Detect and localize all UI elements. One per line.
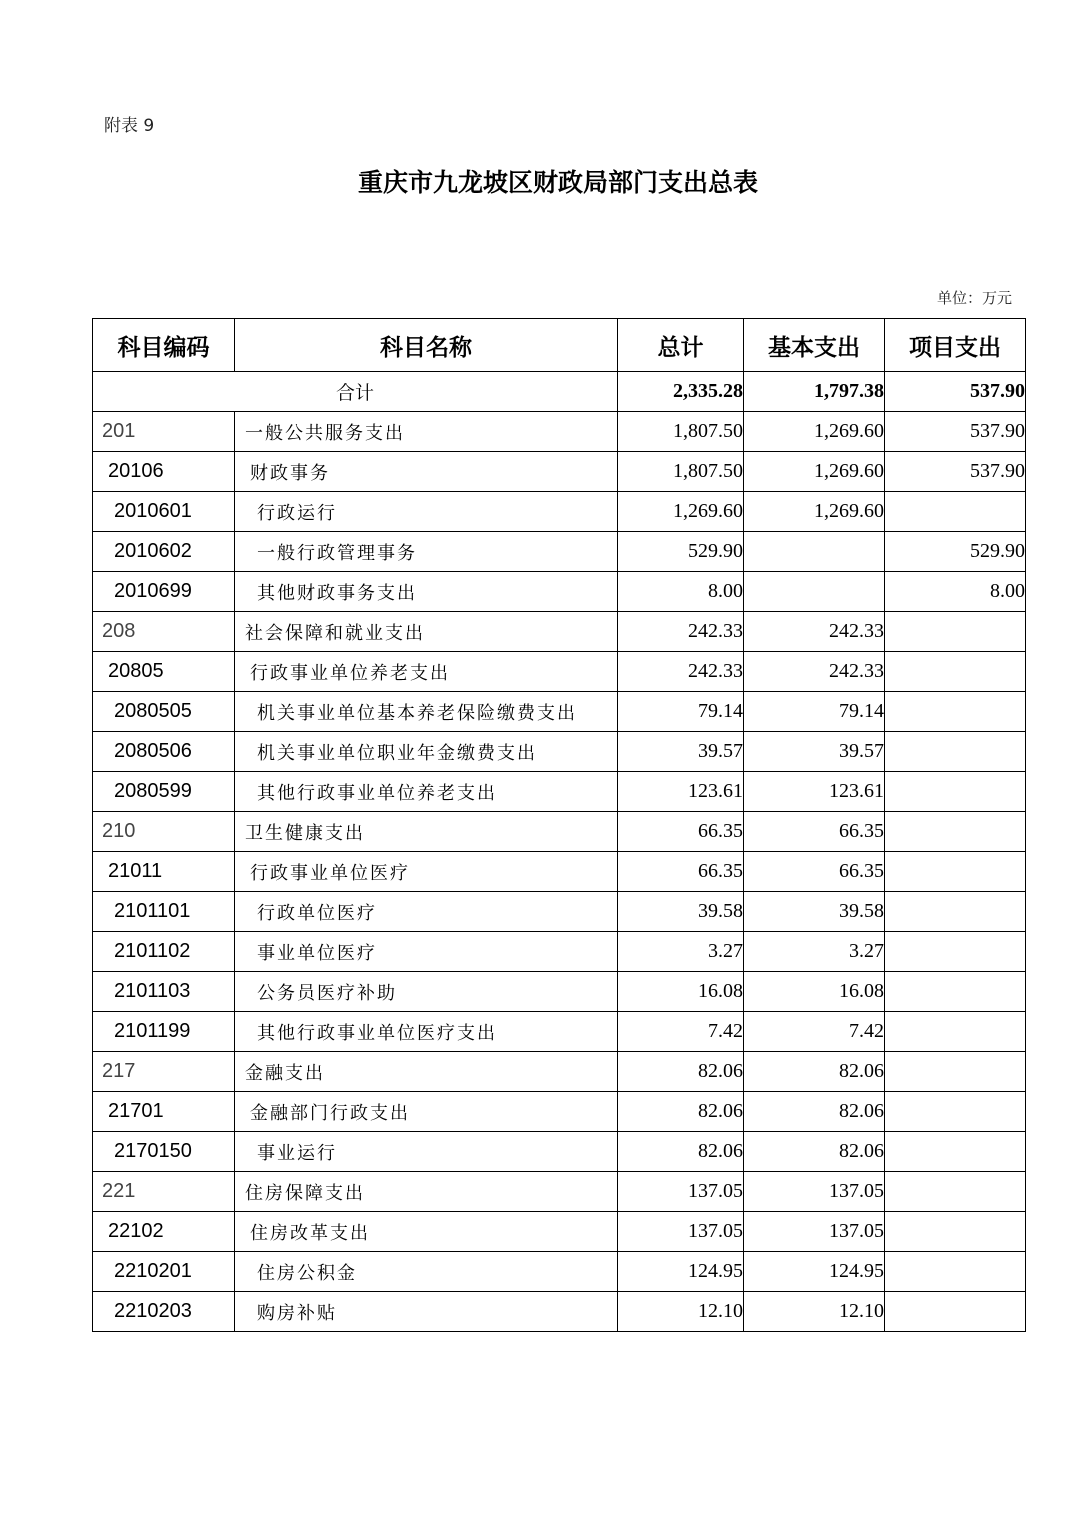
- row-name: 住房改革支出: [235, 1212, 618, 1252]
- row-code: 221: [93, 1172, 235, 1212]
- row-code: 21011: [93, 852, 235, 892]
- row-project: 537.90: [885, 412, 1026, 452]
- row-basic: 1,269.60: [744, 452, 885, 492]
- row-basic: 123.61: [744, 772, 885, 812]
- row-basic: 7.42: [744, 1012, 885, 1052]
- row-project: [885, 852, 1026, 892]
- row-name: 行政事业单位医疗: [235, 852, 618, 892]
- row-code: 2080506: [93, 732, 235, 772]
- table-row: [93, 1252, 1026, 1292]
- row-basic: 1,269.60: [744, 412, 885, 452]
- row-basic: 137.05: [744, 1172, 885, 1212]
- row-project: [885, 1292, 1026, 1332]
- row-code: 2080599: [93, 772, 235, 812]
- row-name: 卫生健康支出: [235, 812, 618, 852]
- table-row: [93, 1212, 1026, 1252]
- row-total: 137.05: [618, 1172, 744, 1212]
- row-project: [885, 1092, 1026, 1132]
- row-basic: 1,269.60: [744, 492, 885, 532]
- row-name: 其他行政事业单位医疗支出: [235, 1012, 618, 1052]
- row-basic: [744, 532, 885, 572]
- row-code: 208: [93, 612, 235, 652]
- table-row: [93, 532, 1026, 572]
- row-total: 39.57: [618, 732, 744, 772]
- row-project: [885, 972, 1026, 1012]
- row-total: 137.05: [618, 1212, 744, 1252]
- row-basic: 82.06: [744, 1132, 885, 1172]
- row-project: [885, 652, 1026, 692]
- page-title: 重庆市九龙坡区财政局部门支出总表: [357, 168, 758, 197]
- table-row: [93, 452, 1026, 492]
- row-total: 12.10: [618, 1292, 744, 1332]
- row-name: 金融部门行政支出: [235, 1092, 618, 1132]
- table-row: [93, 1172, 1026, 1212]
- expenditure-table: [92, 318, 1026, 1332]
- total-label: 合计: [93, 372, 618, 412]
- row-code: 22102: [93, 1212, 235, 1252]
- row-total: 7.42: [618, 1012, 744, 1052]
- unit-label: 单位：万元: [936, 289, 1012, 307]
- table-row: [93, 1092, 1026, 1132]
- total-total: 2,335.28: [618, 372, 744, 412]
- table-row: [93, 732, 1026, 772]
- table-row: [93, 1012, 1026, 1052]
- row-total: 3.27: [618, 932, 744, 972]
- row-code: 2080505: [93, 692, 235, 732]
- table-row: [93, 1052, 1026, 1092]
- row-name: 住房保障支出: [235, 1172, 618, 1212]
- row-project: [885, 812, 1026, 852]
- row-project: [885, 732, 1026, 772]
- row-name: 社会保障和就业支出: [235, 612, 618, 652]
- row-total: 66.35: [618, 852, 744, 892]
- row-total: 82.06: [618, 1092, 744, 1132]
- row-name: 事业运行: [235, 1132, 618, 1172]
- row-total: 82.06: [618, 1052, 744, 1092]
- header-name: 科目名称: [235, 319, 618, 372]
- row-basic: 16.08: [744, 972, 885, 1012]
- row-basic: 82.06: [744, 1052, 885, 1092]
- table-row: [93, 692, 1026, 732]
- row-name: 事业单位医疗: [235, 932, 618, 972]
- row-name: 其他行政事业单位养老支出: [235, 772, 618, 812]
- row-project: [885, 772, 1026, 812]
- row-name: 金融支出: [235, 1052, 618, 1092]
- row-basic: 39.58: [744, 892, 885, 932]
- row-basic: 66.35: [744, 812, 885, 852]
- row-total: 123.61: [618, 772, 744, 812]
- row-total: 39.58: [618, 892, 744, 932]
- row-total: 82.06: [618, 1132, 744, 1172]
- row-project: [885, 692, 1026, 732]
- row-code: 21701: [93, 1092, 235, 1132]
- row-code: 2010699: [93, 572, 235, 612]
- row-code: 2170150: [93, 1132, 235, 1172]
- row-project: [885, 1052, 1026, 1092]
- total-basic: 1,797.38: [744, 372, 885, 412]
- row-code: 2210201: [93, 1252, 235, 1292]
- total-project: 537.90: [885, 372, 1026, 412]
- row-total: 1,807.50: [618, 412, 744, 452]
- row-total: 66.35: [618, 812, 744, 852]
- row-project: [885, 612, 1026, 652]
- row-basic: 137.05: [744, 1212, 885, 1252]
- row-basic: 82.06: [744, 1092, 885, 1132]
- row-total: 242.33: [618, 652, 744, 692]
- row-project: [885, 892, 1026, 932]
- table-row: [93, 1292, 1026, 1332]
- row-total: 124.95: [618, 1252, 744, 1292]
- appendix-label: 附表 9: [104, 116, 155, 136]
- row-code: 2010601: [93, 492, 235, 532]
- row-name: 行政事业单位养老支出: [235, 652, 618, 692]
- row-project: [885, 1252, 1026, 1292]
- row-project: [885, 492, 1026, 532]
- table-row: [93, 932, 1026, 972]
- table-row: [93, 772, 1026, 812]
- table-row: [93, 852, 1026, 892]
- row-total: 8.00: [618, 572, 744, 612]
- row-name: 一般行政管理事务: [235, 532, 618, 572]
- row-total: 1,269.60: [618, 492, 744, 532]
- row-name: 购房补贴: [235, 1292, 618, 1332]
- header-row: [93, 319, 1026, 372]
- row-basic: [744, 572, 885, 612]
- row-name: 其他财政事务支出: [235, 572, 618, 612]
- table-row: [93, 972, 1026, 1012]
- row-basic: 79.14: [744, 692, 885, 732]
- row-name: 机关事业单位基本养老保险缴费支出: [235, 692, 618, 732]
- row-name: 住房公积金: [235, 1252, 618, 1292]
- row-code: 2010602: [93, 532, 235, 572]
- header-basic: 基本支出: [744, 319, 885, 372]
- row-total: 79.14: [618, 692, 744, 732]
- row-code: 20805: [93, 652, 235, 692]
- row-code: 2101103: [93, 972, 235, 1012]
- row-total: 1,807.50: [618, 452, 744, 492]
- row-basic: 124.95: [744, 1252, 885, 1292]
- row-code: 201: [93, 412, 235, 452]
- row-name: 行政单位医疗: [235, 892, 618, 932]
- row-project: 529.90: [885, 532, 1026, 572]
- row-project: [885, 1132, 1026, 1172]
- row-name: 一般公共服务支出: [235, 412, 618, 452]
- row-basic: 242.33: [744, 612, 885, 652]
- row-code: 20106: [93, 452, 235, 492]
- row-code: 2101101: [93, 892, 235, 932]
- table-row: [93, 412, 1026, 452]
- row-name: 公务员医疗补助: [235, 972, 618, 1012]
- total-row: [93, 372, 1026, 412]
- table-row: [93, 812, 1026, 852]
- row-code: 2101199: [93, 1012, 235, 1052]
- table-row: [93, 892, 1026, 932]
- row-project: [885, 1212, 1026, 1252]
- row-code: 2101102: [93, 932, 235, 972]
- row-total: 242.33: [618, 612, 744, 652]
- row-code: 217: [93, 1052, 235, 1092]
- row-project: 8.00: [885, 572, 1026, 612]
- row-basic: 66.35: [744, 852, 885, 892]
- row-total: 16.08: [618, 972, 744, 1012]
- table-row: [93, 492, 1026, 532]
- header-project: 项目支出: [885, 319, 1026, 372]
- table-row: [93, 1132, 1026, 1172]
- table-row: [93, 572, 1026, 612]
- table-row: [93, 652, 1026, 692]
- row-basic: 39.57: [744, 732, 885, 772]
- row-code: 210: [93, 812, 235, 852]
- row-project: [885, 932, 1026, 972]
- row-project: [885, 1172, 1026, 1212]
- row-name: 财政事务: [235, 452, 618, 492]
- row-basic: 12.10: [744, 1292, 885, 1332]
- header-code: 科目编码: [93, 319, 235, 372]
- table-row: [93, 612, 1026, 652]
- row-basic: 242.33: [744, 652, 885, 692]
- row-project: 537.90: [885, 452, 1026, 492]
- row-basic: 3.27: [744, 932, 885, 972]
- row-code: 2210203: [93, 1292, 235, 1332]
- row-total: 529.90: [618, 532, 744, 572]
- row-project: [885, 1012, 1026, 1052]
- row-name: 机关事业单位职业年金缴费支出: [235, 732, 618, 772]
- row-name: 行政运行: [235, 492, 618, 532]
- header-total: 总计: [618, 319, 744, 372]
